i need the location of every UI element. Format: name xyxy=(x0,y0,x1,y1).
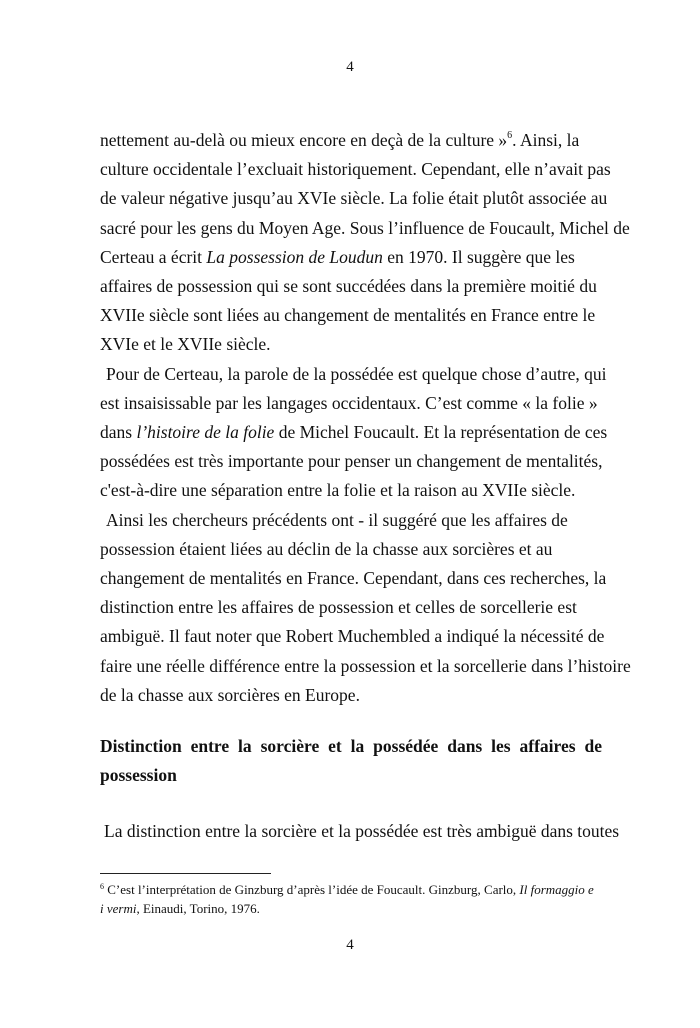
text-line: de valeur négative jusqu’au XVIe siècle. La folie était plutôt associée au xyxy=(100,188,608,209)
text-line xyxy=(100,243,602,272)
heading-word: dans xyxy=(447,736,483,756)
text-line: possédées est très importante pour penser un changement de mentalités, xyxy=(100,451,603,472)
text-line: distinction entre les affaires de possession et celles de sorcellerie est xyxy=(100,597,577,618)
footnote-ref: 6 xyxy=(507,130,513,141)
text-span: dans xyxy=(100,422,137,443)
footnote-text: , Einaudi, Torino, 1976. xyxy=(136,901,260,916)
heading-word: la xyxy=(350,736,365,756)
text-line: changement de mentalités en France. Cependant, dans ces recherches, la xyxy=(100,568,607,589)
text-span: . Ainsi, la xyxy=(512,130,580,150)
text-line: sacré pour les gens du Moyen Age. Sous l’influence de Foucault, Michel de xyxy=(100,217,630,238)
heading-word: possédée xyxy=(373,736,439,756)
text-line xyxy=(100,418,608,447)
text-line: de la chasse aux sorcières en Europe. xyxy=(100,684,360,705)
footnote-separator xyxy=(100,873,271,874)
heading-word: entre xyxy=(190,736,230,756)
text-line: possession étaient liées au déclin de la chasse aux sorcières et au xyxy=(100,538,553,559)
paragraph-3 xyxy=(100,506,631,710)
footnote-book-title: Il formaggio e xyxy=(519,882,594,897)
footnote-book-title: i vermi xyxy=(100,901,137,916)
heading-word: affaires xyxy=(519,736,576,756)
heading-line-1 xyxy=(100,732,602,761)
body-text xyxy=(100,126,631,710)
paragraph-2 xyxy=(100,360,608,506)
paragraph-1 xyxy=(100,126,630,360)
text-line: c'est-à-dire une séparation entre la folie et la raison au XVIIe siècle. xyxy=(100,480,576,501)
text-line: faire une réelle différence entre la possession et la sorcellerie dans l’histoire xyxy=(100,655,631,676)
heading-word: et xyxy=(328,736,342,756)
heading-word: les xyxy=(491,736,511,756)
text-span: de Michel Foucault. Et la représentation de ces xyxy=(274,422,608,443)
heading-word: Distinction xyxy=(100,736,182,756)
heading-word: de xyxy=(584,736,602,756)
page-header-number: 4 xyxy=(346,59,354,75)
section-heading xyxy=(100,732,602,790)
heading-line-2: possession xyxy=(100,765,177,786)
footnote-text: C’est l’interprétation de Ginzburg d’après l’idée de Foucault. Ginzburg, Carlo, xyxy=(104,882,520,897)
text-line: XVIIe siècle sont liées au changement de mentalités en France entre le xyxy=(100,305,596,326)
book-title: La possession de Loudun xyxy=(206,246,383,267)
text-span: nettement au-delà ou mieux encore en deçà de la culture » xyxy=(100,130,508,150)
text-line: Ainsi les chercheurs précédents ont - il suggéré que les affaires de xyxy=(106,509,568,530)
text-span: Certeau a écrit xyxy=(100,246,207,267)
text-line: Pour de Certeau, la parole de la possédée est quelque chose d’autre, qui xyxy=(106,363,607,384)
text-line: XVIe et le XVIIe siècle. xyxy=(100,334,271,355)
book-title: l’histoire de la folie xyxy=(136,422,275,443)
text-line: ambiguë. Il faut noter que Robert Muchembled a indiqué la nécessité de xyxy=(100,626,605,647)
footnote-marker: 6 xyxy=(100,882,104,891)
text-line xyxy=(100,126,602,155)
footnote xyxy=(100,880,605,918)
heading-word: sorcière xyxy=(260,736,320,756)
text-span: en 1970. Il suggère que les xyxy=(382,246,575,267)
page-footer-number: 4 xyxy=(346,937,354,953)
paragraph-4: La distinction entre la sorcière et la possédée est très ambiguë dans toutes xyxy=(104,821,620,841)
heading-word: la xyxy=(238,736,252,756)
text-line: affaires de possession qui se sont succédées dans la première moitié du xyxy=(100,276,597,297)
text-line: est insaisissable par les langages occidentaux. C’est comme « la folie » xyxy=(100,392,598,413)
text-line: culture occidentale l’excluait historiquement. Cependant, elle n’avait pas xyxy=(100,159,611,180)
